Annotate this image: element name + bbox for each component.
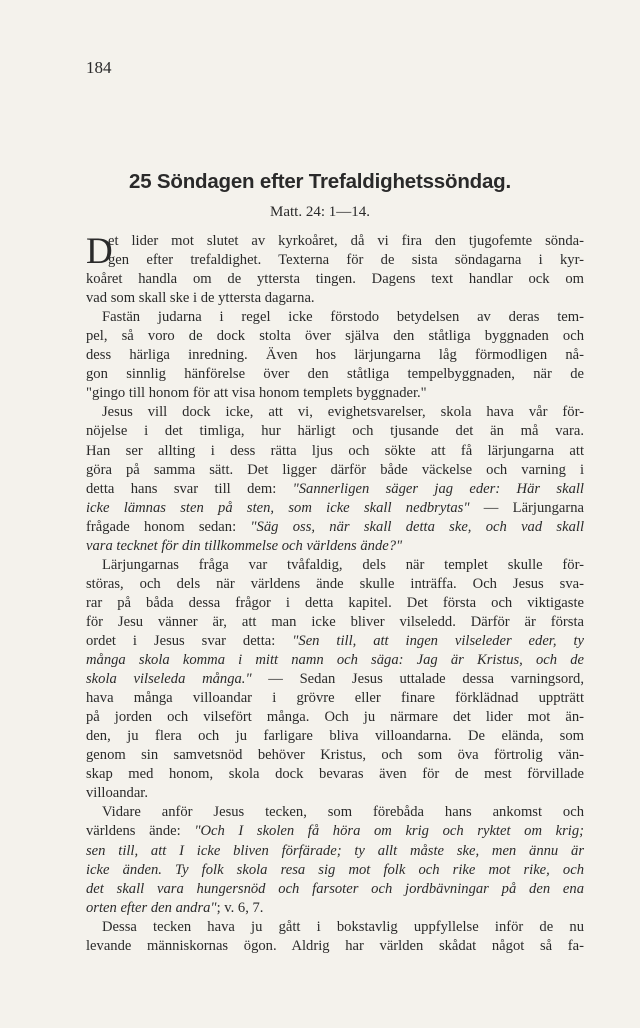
text-line [86, 842, 584, 861]
text-segment: frågade honom sedan: [86, 518, 237, 535]
text-line: Vidare anför Jesus tecken, som förebåda hans ankomst och [102, 804, 584, 821]
text-line: Lärjungarnas fråga var tvåfaldig, dels när templet skulle för- [102, 556, 584, 573]
quote-segment: icke änden. Ty folk skola resa sig mot folk och rike mot rike, och [86, 861, 584, 878]
text-line: pel, så voro de dock stolta över själva den ståtliga byggnaden och [86, 328, 584, 345]
text-line [86, 861, 584, 880]
text-line: den, ju flera och ju farligare bliva villoandarna. De elända, som [86, 728, 584, 745]
drop-cap: D [86, 231, 113, 272]
quote-segment: "Och I skolen få höra om krig och ryktet om krig; [194, 823, 584, 840]
text-line: göra på samma sätt. Det ligger därför både väckelse och varning i [86, 461, 584, 478]
text-line: på jorden och vilsefört många. Och ju närmare det lider mot än- [86, 709, 584, 726]
text-segment: världens ände: [86, 823, 181, 840]
text-line: Han ser allting i dess rätta ljus och sökte att få lärjungarna att [86, 442, 584, 459]
quote-segment: icke lämnas sten på sten, som icke skall nedbrytas" [86, 499, 470, 516]
text-line: dess härliga inredning. Även hos lärjungarna låg förmodligen nå- [86, 347, 584, 364]
text-line: skap med honom, skola dock bevaras även för de mest förvillade [86, 766, 584, 783]
quote-segment: det skall vara hungersnöd och farsoter och jordbävningar på den ena [86, 880, 584, 897]
text-line: för Jesu vänner är, att man icke bliver vilseledd. Därför är första [86, 613, 584, 630]
text-line [86, 632, 584, 651]
quote-segment: "Sen till, att ingen vilseleder eder, ty [292, 632, 584, 649]
text-line: hava många villoandar i grövre eller finare förklädnad uppträtt [86, 690, 584, 707]
text-segment: detta hans svar till dem: [86, 480, 277, 497]
quote-segment: sen till, att I icke bliven förfärade; ty allt måste ske, men ännu är [86, 842, 584, 859]
text-segment: ; v. 6, 7. [216, 899, 264, 916]
text-line: genom sin samvetsnöd behöver Kristus, och som öva förtrolig vän- [86, 747, 584, 764]
text-line: gon sinnlig hänförelse över den ståtliga tempelbyggnaden, när de [86, 366, 584, 383]
page-number: 184 [86, 58, 112, 77]
text-line [86, 518, 584, 537]
text-line [86, 670, 584, 689]
quote-segment: många skola komma i mitt namn och säga: Jag är Kristus, och de [86, 652, 584, 669]
text-line [86, 537, 584, 556]
text-line: nöjelse i det timliga, hur härligt och tjusande det än må vara. [86, 423, 584, 440]
chapter-heading: 25 Söndagen efter Trefaldighetssöndag. [129, 170, 511, 193]
text-line [86, 880, 584, 899]
body-text [86, 232, 584, 956]
quote-segment: orten efter den andra" [86, 899, 217, 916]
text-line: villoandar. [86, 785, 149, 802]
text-line: Fastän judarna i regel icke förstodo betydelsen av deras tem- [102, 309, 584, 326]
text-line: Jesus vill dock icke, att vi, evighetsvarelser, skola hava vår för- [102, 404, 584, 421]
text-line: gen efter trefaldighet. Texterna för de sista söndagarna i kyr- [108, 252, 584, 269]
text-line: koåret handla om de yttersta tingen. Dagens text handlar ock om [86, 271, 584, 288]
text-segment: ordet i Jesus svar detta: [86, 632, 276, 649]
scripture-reference: Matt. 24: 1—14. [270, 204, 370, 220]
text-line: rar på båda dessa frågor i detta kapitel. Det första och viktigaste [86, 594, 584, 611]
text-line: vad som skall ske i de yttersta dagarna. [86, 290, 315, 307]
quote-segment: "Sannerligen säger jag eder: Här skall [292, 480, 584, 497]
text-segment: — Sedan Jesus uttalade dessa varningsord, [268, 671, 584, 688]
quote-segment: vara tecknet för din tillkommelse och världens ände?" [86, 537, 403, 554]
text-segment: — Lärjungarna [483, 499, 584, 516]
text-line: störas, och dels när världens ände skulle inträffa. Och Jesus sva- [86, 575, 584, 592]
text-line [86, 651, 584, 670]
text-line: levande människornas ögon. Aldrig har världen skådat något så fa- [86, 937, 584, 954]
text-line [86, 899, 584, 918]
text-line: et lider mot slutet av kyrkoåret, då vi fira den tjugofemte sönda- [108, 233, 584, 249]
text-line: Dessa tecken hava ju gått i bokstavlig uppfyllelse inför de nu [102, 918, 584, 935]
quote-segment: "Säg oss, när skall detta ske, och vad skall [250, 518, 584, 535]
text-line [86, 480, 584, 499]
text-line [86, 822, 584, 841]
text-line [86, 499, 584, 518]
text-line: "gingo till honom för att visa honom templets byggnader." [86, 385, 427, 402]
quote-segment: skola vilseleda många." [86, 671, 252, 688]
